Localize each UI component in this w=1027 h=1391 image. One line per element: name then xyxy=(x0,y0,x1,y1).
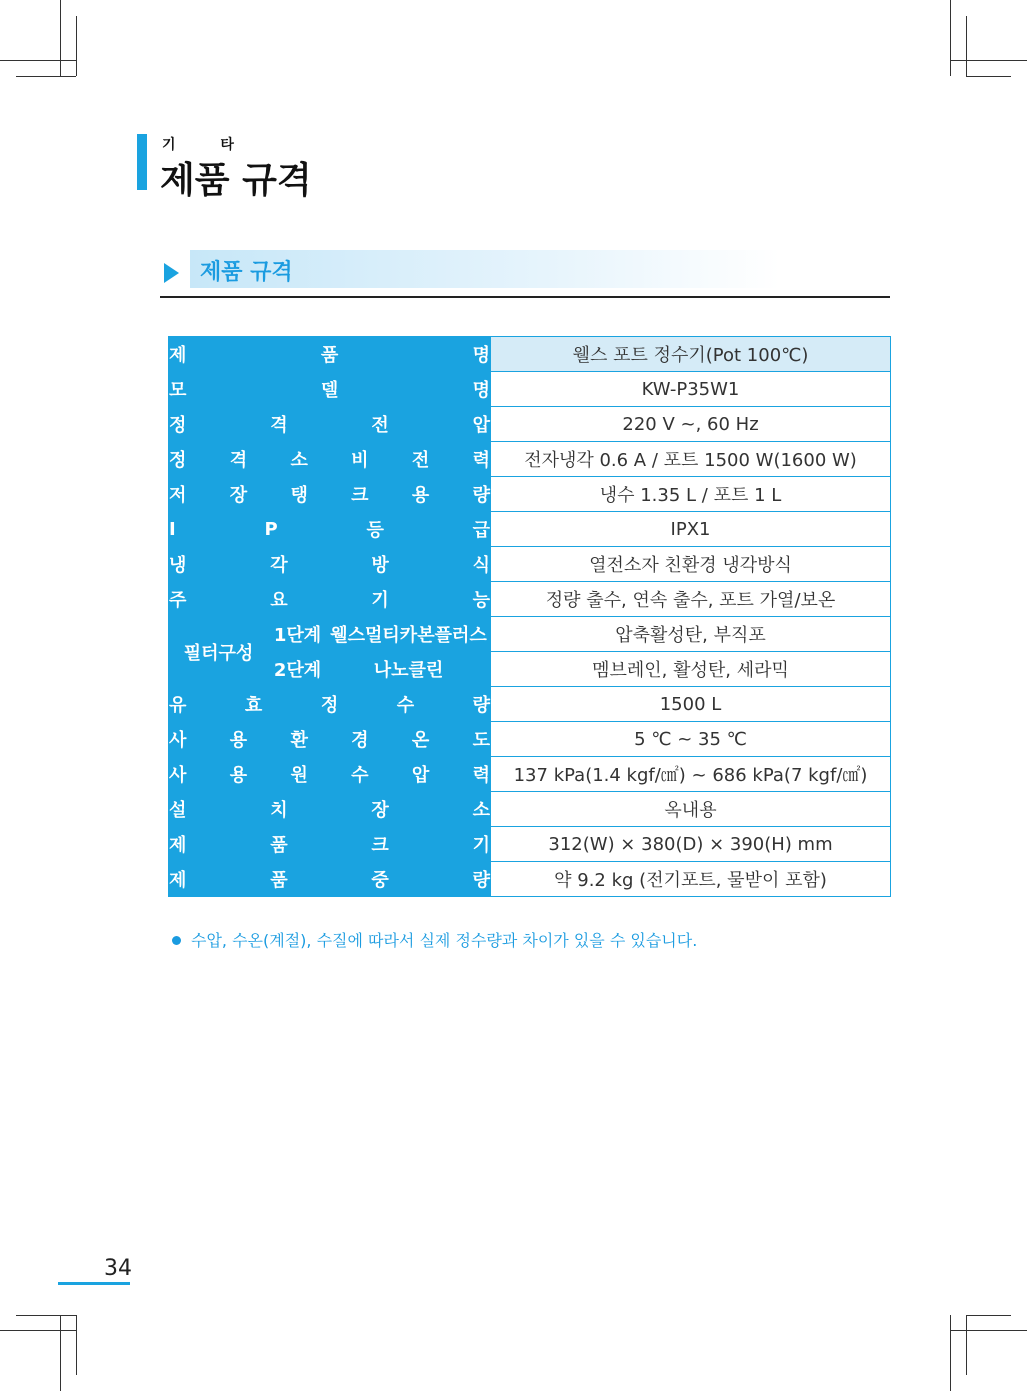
table-row xyxy=(169,617,891,652)
section-accent-bar xyxy=(137,134,147,190)
spec-label xyxy=(169,687,491,722)
spec-label-char: 력 xyxy=(472,450,490,471)
table-row xyxy=(169,687,891,722)
crop-mark xyxy=(950,60,1027,61)
spec-label-char: 모 xyxy=(169,380,187,401)
spec-label-char: 냉 xyxy=(169,555,187,576)
spec-label-char: 델 xyxy=(320,380,339,401)
spec-label-char: 제 xyxy=(169,345,187,366)
spec-label-char: 정 xyxy=(169,415,187,436)
filter-name: 나노클린 xyxy=(327,652,491,687)
crop-mark xyxy=(60,0,61,76)
spec-label-char: 환 xyxy=(290,730,308,751)
crop-mark xyxy=(0,1330,76,1331)
crop-mark xyxy=(966,1315,967,1375)
spec-label-char: 사 xyxy=(169,765,187,786)
spec-label-char: 장 xyxy=(371,800,389,821)
spec-label-char: 품 xyxy=(270,870,288,891)
spec-label-char: 식 xyxy=(472,555,490,576)
spec-label-char: 탱 xyxy=(290,485,308,506)
crop-mark xyxy=(966,76,1011,77)
spec-label-char: 량 xyxy=(472,870,490,891)
spec-label xyxy=(169,547,491,582)
footnote-text: 수압, 수온(계절), 수질에 따라서 실제 정수량과 차이가 있을 수 있습니다. xyxy=(191,931,698,950)
spec-label-char: 용 xyxy=(411,485,430,506)
table-row xyxy=(169,792,891,827)
spec-label-char: 능 xyxy=(472,590,490,611)
subsection-title: 제품 규격 xyxy=(200,260,293,285)
spec-label xyxy=(169,512,491,547)
crop-mark xyxy=(60,1315,61,1391)
spec-label-char: 주 xyxy=(169,590,187,611)
filter-name: 웰스멀티카본플러스 xyxy=(327,617,491,652)
spec-label-char: 제 xyxy=(169,835,187,856)
crop-mark xyxy=(16,1315,76,1316)
spec-table-body xyxy=(169,687,891,897)
spec-label-char: 명 xyxy=(472,345,491,366)
filter-label: 필터구성 xyxy=(169,617,269,687)
spec-value: 5 ℃ ~ 35 ℃ xyxy=(491,722,891,757)
table-row xyxy=(169,512,891,547)
filter-stage: 1단계 xyxy=(269,617,327,652)
spec-value: 멤브레인, 활성탄, 세라믹 xyxy=(491,652,891,687)
spec-value: 압축활성탄, 부직포 xyxy=(491,617,891,652)
spec-label xyxy=(169,372,491,407)
spec-label-char: I xyxy=(169,518,176,540)
spec-label-char: 용 xyxy=(229,765,248,786)
spec-table-body xyxy=(169,337,891,617)
spec-label xyxy=(169,477,491,512)
spec-label-char: 설 xyxy=(169,800,187,821)
spec-label-char: 등 xyxy=(366,520,384,541)
spec-label-char: 크 xyxy=(371,835,389,856)
spec-label-char: 격 xyxy=(229,450,248,471)
table-row xyxy=(169,372,891,407)
spec-label xyxy=(169,792,491,827)
spec-label-char: 원 xyxy=(290,765,308,786)
spec-value: 312(W) × 380(D) × 390(H) mm xyxy=(491,827,891,862)
spec-label xyxy=(169,757,491,792)
crop-mark xyxy=(16,76,76,77)
spec-label-char: 기 xyxy=(472,835,490,856)
spec-label-char: 제 xyxy=(169,870,187,891)
triangle-bullet-icon xyxy=(164,263,179,283)
spec-label-char: 수 xyxy=(396,695,415,716)
spec-value: IPX1 xyxy=(491,512,891,547)
table-row xyxy=(169,582,891,617)
spec-label-char: 치 xyxy=(270,800,288,821)
crop-mark xyxy=(76,16,77,76)
spec-value: 1500 L xyxy=(491,687,891,722)
spec-label-char: 정 xyxy=(169,450,187,471)
spec-label xyxy=(169,722,491,757)
subsection-header xyxy=(160,250,890,298)
spec-label-char: 중 xyxy=(371,870,389,891)
spec-label-char: 방 xyxy=(371,555,389,576)
spec-table xyxy=(168,336,891,897)
spec-label xyxy=(169,582,491,617)
spec-value: 전자냉각 0.6 A / 포트 1500 W(1600 W) xyxy=(491,442,891,477)
spec-label xyxy=(169,827,491,862)
spec-value: 냉수 1.35 L / 포트 1 L xyxy=(491,477,891,512)
page-number: 34 xyxy=(104,1256,132,1281)
spec-value: 220 V ~, 60 Hz xyxy=(491,407,891,442)
spec-label-char: 장 xyxy=(229,485,248,506)
spec-label-char: 압 xyxy=(472,415,490,436)
spec-label xyxy=(169,442,491,477)
spec-value: 137 kPa(1.4 kgf/㎠) ~ 686 kPa(7 kgf/㎠) xyxy=(491,757,891,792)
page-number-underline xyxy=(58,1282,130,1285)
footnote xyxy=(172,928,697,951)
crop-mark xyxy=(966,1315,1011,1316)
crop-mark xyxy=(950,1330,1027,1331)
spec-label-char: 각 xyxy=(270,555,288,576)
spec-label-char: P xyxy=(264,518,278,540)
crop-mark xyxy=(0,60,76,61)
spec-label-char: 품 xyxy=(320,345,339,366)
bullet-dot-icon xyxy=(172,936,181,945)
divider xyxy=(160,296,890,298)
spec-label xyxy=(169,407,491,442)
table-row xyxy=(169,827,891,862)
spec-label-char: 급 xyxy=(472,520,490,541)
spec-label-char: 크 xyxy=(351,485,369,506)
spec-label-char: 유 xyxy=(169,695,187,716)
spec-label xyxy=(169,337,491,372)
filter-rows xyxy=(169,617,891,687)
spec-label-char: 수 xyxy=(351,765,369,786)
spec-value: KW-P35W1 xyxy=(491,372,891,407)
spec-label-char: 용 xyxy=(229,730,248,751)
spec-label-char: 전 xyxy=(411,450,430,471)
table-row xyxy=(169,407,891,442)
crop-mark xyxy=(966,16,967,76)
crop-mark xyxy=(76,1315,77,1375)
spec-value: 약 9.2 kg (전기포트, 물받이 포함) xyxy=(491,862,891,897)
spec-value: 옥내용 xyxy=(491,792,891,827)
spec-label-char: 명 xyxy=(472,380,491,401)
spec-label-char: 전 xyxy=(371,415,389,436)
spec-label-char: 압 xyxy=(411,765,430,786)
table-row xyxy=(169,547,891,582)
spec-label-char: 저 xyxy=(169,485,187,506)
table-row xyxy=(169,722,891,757)
spec-value: 웰스 포트 정수기(Pot 100℃) xyxy=(491,337,891,372)
table-row xyxy=(169,442,891,477)
crop-mark xyxy=(950,1315,951,1391)
spec-label-char: 품 xyxy=(270,835,288,856)
table-row xyxy=(169,477,891,512)
spec-label-char: 온 xyxy=(411,730,430,751)
spec-label-char: 량 xyxy=(472,695,491,716)
section-category: 기 타 xyxy=(162,137,254,153)
spec-label-char: 경 xyxy=(351,730,369,751)
spec-label-char: 효 xyxy=(244,695,263,716)
filter-stage: 2단계 xyxy=(269,652,327,687)
spec-label-char: 요 xyxy=(270,590,288,611)
spec-label-char: 도 xyxy=(472,730,490,751)
spec-value: 열전소자 친환경 냉각방식 xyxy=(491,547,891,582)
table-row xyxy=(169,862,891,897)
spec-label-char: 비 xyxy=(351,450,369,471)
page-title: 제품 규격 xyxy=(160,160,312,201)
table-row xyxy=(169,757,891,792)
crop-mark xyxy=(950,0,951,76)
spec-label-char: 사 xyxy=(169,730,187,751)
table-row xyxy=(169,337,891,372)
spec-label-char: 소 xyxy=(472,800,490,821)
spec-label-char: 량 xyxy=(472,485,490,506)
spec-label-char: 정 xyxy=(320,695,339,716)
spec-label-char: 기 xyxy=(371,590,389,611)
spec-label-char: 력 xyxy=(472,765,490,786)
spec-label-char: 소 xyxy=(290,450,308,471)
spec-label-char: 격 xyxy=(270,415,288,436)
spec-label xyxy=(169,862,491,897)
spec-value: 정량 출수, 연속 출수, 포트 가열/보온 xyxy=(491,582,891,617)
table-row xyxy=(169,652,891,687)
